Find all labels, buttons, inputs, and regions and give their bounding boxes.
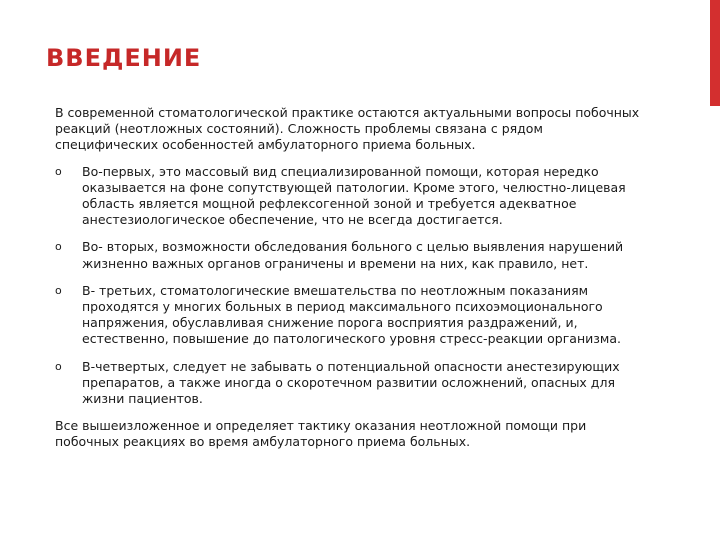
slide-content	[55, 105, 645, 451]
list-item-text: Во- вторых, возможности обследования больного с целью выявления нарушений жизненно важных органов ограничены и времени на них, как правило, нет.	[82, 239, 624, 271]
list-item	[55, 359, 645, 408]
list-item	[55, 283, 645, 348]
bullet-list	[55, 164, 645, 408]
slide-title: ВВЕДЕНИЕ	[46, 44, 202, 72]
list-item	[55, 239, 645, 271]
accent-bar	[710, 0, 720, 106]
outro-paragraph: Все вышеизложенное и определяет тактику оказания неотложной помощи при побочных реакциях во время амбулаторного приема больных.	[55, 418, 587, 450]
list-item-text: В- третьих, стоматологические вмешательства по неотложным показаниям проходятся у многих больных в период максимального психоэмоционального напряжения, обуславливая снижение порога восприятия раздражений, и, естественно, повышение до патологического уровня стресс-реакции организма.	[82, 282, 621, 347]
bullet-icon: o	[55, 359, 62, 373]
intro-paragraph: В современной стоматологической практике остаются актуальными вопросы побочных реакций (неотложных состояний). Сложность проблемы связана с рядом специфических особенностей амбулаторного приема больных.	[55, 105, 640, 153]
list-item	[55, 164, 645, 229]
bullet-icon: o	[55, 240, 62, 254]
bullet-icon: o	[55, 164, 62, 178]
bullet-icon: o	[55, 283, 62, 297]
list-item-text: Во-первых, это массовый вид специализированной помощи, которая нередко оказывается на фоне сопутствующей патологии. Кроме этого, челюстно-лицевая область является мощной рефлексогенной зоной и требуется адекватное анестезиологическое обеспечение, что не всегда достигается.	[82, 163, 626, 228]
list-item-text: В-четвертых, следует не забывать о потенциальной опасности анестезирующих препаратов, а также иногда о скоротечном развитии осложнений, опасных для жизни пациентов.	[82, 358, 620, 407]
